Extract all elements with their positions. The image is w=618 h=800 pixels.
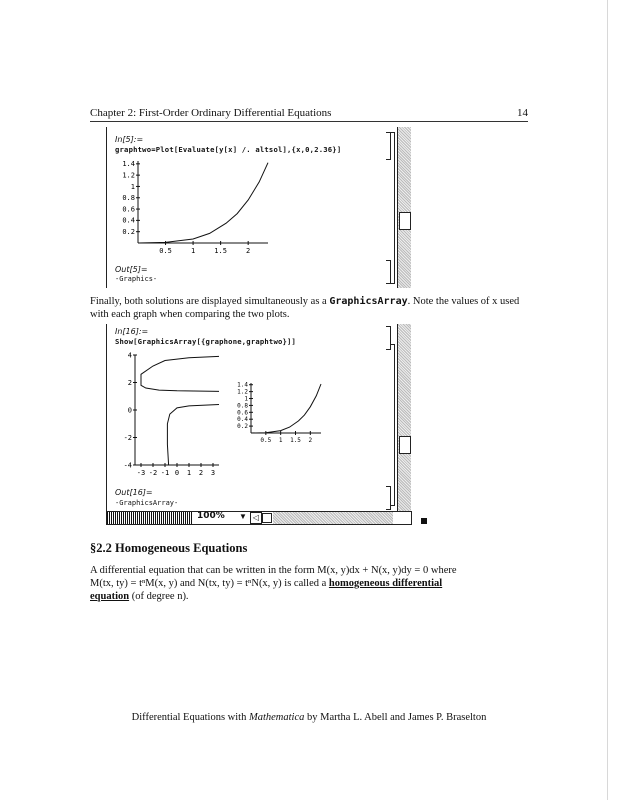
x-tick-label: 3 bbox=[210, 469, 216, 477]
y-tick-label: 0.8 bbox=[122, 194, 135, 203]
page-number: 14 bbox=[517, 107, 528, 119]
x-tick-label: 0.5 bbox=[159, 247, 172, 255]
scroll-left-icon[interactable]: ◁ bbox=[250, 512, 262, 524]
y-tick-label: -4 bbox=[123, 461, 132, 470]
x-tick-label: -1 bbox=[160, 469, 170, 477]
input-code[interactable]: Show[GraphicsArray[{graphone,graphtwo}]] bbox=[115, 337, 297, 346]
term-equation: equation bbox=[90, 591, 130, 602]
zoom-dropdown-arrow-icon[interactable]: ▼ bbox=[239, 512, 247, 521]
y-tick-label: 1.4 bbox=[122, 160, 135, 169]
paragraph-graphicsarray: Finally, both solutions are displayed simultaneously as a GraphicsArray. Note the values of x used with each graph when comparing the two plots. bbox=[90, 296, 520, 320]
output-value: -GraphicsArray- bbox=[115, 499, 179, 507]
in-prompt: In[16]:= bbox=[115, 327, 149, 336]
y-tick-label: 4 bbox=[127, 351, 132, 360]
series-line-yx bbox=[138, 163, 268, 243]
x-tick-label: 1.5 bbox=[290, 437, 301, 444]
y-tick-label: 1 bbox=[244, 395, 248, 403]
x-tick-label: -3 bbox=[136, 469, 146, 477]
cell-bracket[interactable] bbox=[386, 260, 391, 284]
paragraph-homogeneous: A differential equation that can be written in the form M(x, y)dx + N(x, y)dy = 0 where M(tx, ty) = tⁿM(x, y) and N(tx, ty) = tⁿN(x, y) is called a homogeneous differential equation (of degree n). bbox=[90, 565, 457, 602]
y-tick-label: 1 bbox=[130, 182, 135, 191]
notebook-cell-2 bbox=[106, 324, 411, 512]
graphicsarray-code: GraphicsArray bbox=[329, 296, 408, 307]
scroll-thumb[interactable] bbox=[399, 436, 411, 454]
plot-graphicsarray bbox=[109, 351, 379, 486]
y-tick-label: 0.4 bbox=[122, 216, 135, 225]
end-of-example-marker bbox=[421, 518, 427, 524]
y-tick-label: 1.2 bbox=[237, 388, 248, 396]
vertical-scrollbar[interactable] bbox=[397, 127, 411, 288]
out-prompt: Out[16]= bbox=[115, 488, 153, 497]
x-tick-label: 0 bbox=[174, 469, 180, 477]
x-tick-label: 1 bbox=[278, 437, 283, 444]
y-tick-label: 1.2 bbox=[122, 171, 135, 180]
y-tick-label: -2 bbox=[123, 433, 132, 442]
y-tick-label: 0.8 bbox=[237, 402, 248, 410]
x-tick-label: 1.5 bbox=[214, 247, 227, 255]
series-line-lower bbox=[167, 405, 219, 466]
scroll-thumb[interactable] bbox=[399, 212, 411, 230]
y-tick-label: 0.4 bbox=[237, 416, 248, 424]
x-tick-label: 2 bbox=[308, 437, 313, 444]
running-header bbox=[90, 106, 528, 122]
cell-bracket[interactable] bbox=[390, 344, 395, 506]
y-tick-label: 0.6 bbox=[122, 205, 135, 214]
x-tick-label: -2 bbox=[148, 469, 158, 477]
x-tick-label: 2 bbox=[246, 247, 251, 255]
y-tick-label: 2 bbox=[127, 378, 132, 387]
zoom-level[interactable]: 100% bbox=[197, 511, 225, 521]
x-tick-label: 2 bbox=[198, 469, 204, 477]
horizontal-scroll-thumb[interactable] bbox=[262, 513, 272, 523]
cell-bracket[interactable] bbox=[386, 486, 391, 510]
out-prompt: Out[5]= bbox=[115, 265, 148, 274]
y-tick-label: 0.2 bbox=[237, 423, 248, 431]
plot-graphtwo bbox=[111, 159, 271, 259]
horizontal-scrollbar[interactable] bbox=[273, 512, 393, 524]
input-code[interactable]: graphtwo=Plot[Evaluate[y[x] /. altsol],{x,0,2.36}] bbox=[115, 145, 342, 154]
term-homogeneous-differential: homogeneous differential bbox=[328, 578, 443, 589]
x-tick-label: 1 bbox=[186, 469, 192, 477]
series-line-upper bbox=[141, 356, 219, 391]
series-line-yx bbox=[251, 384, 321, 433]
x-tick-label: 0.5 bbox=[260, 437, 272, 444]
y-tick-label: 0.2 bbox=[122, 228, 135, 237]
y-tick-label: 0.6 bbox=[237, 409, 248, 417]
notebook-status-bar bbox=[106, 511, 412, 525]
y-tick-label: 1.4 bbox=[237, 381, 248, 389]
in-prompt: In[5]:= bbox=[115, 135, 144, 144]
page-edge bbox=[607, 0, 608, 800]
x-tick-label: 1 bbox=[190, 247, 196, 255]
output-value: -Graphics- bbox=[115, 275, 158, 283]
section-heading: §2.2 Homogeneous Equations bbox=[90, 541, 248, 555]
y-tick-label: 0 bbox=[127, 406, 132, 415]
page-indicator bbox=[107, 512, 193, 524]
notebook-cell-1 bbox=[106, 127, 411, 288]
vertical-scrollbar[interactable] bbox=[397, 324, 411, 512]
chapter-title: Chapter 2: First-Order Ordinary Differential Equations bbox=[90, 107, 332, 119]
page-footer: Differential Equations with Mathematica by Martha L. Abell and James P. Braselton bbox=[131, 712, 487, 723]
